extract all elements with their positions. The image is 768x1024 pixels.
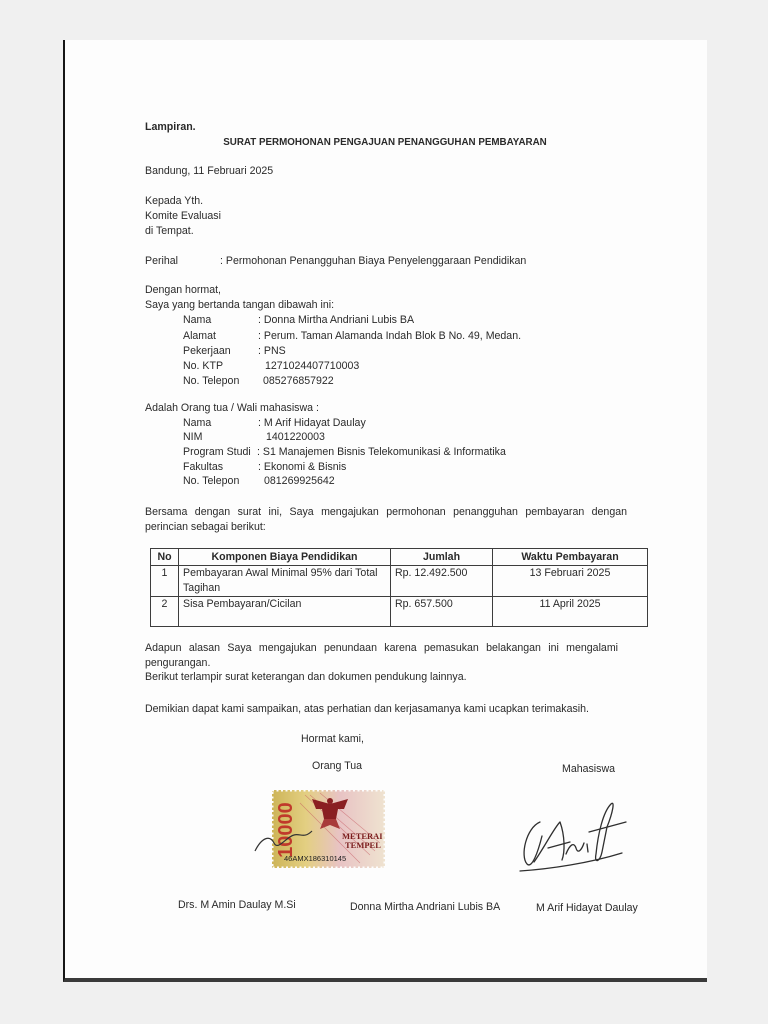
intro-text: Saya yang bertanda tangan dibawah ini: [145,299,335,311]
table-cell-payment-time: 13 Februari 2025 [493,566,648,597]
recipient-line: Kepada Yth. [145,195,204,207]
table-cell-payment-time: 11 April 2025 [493,597,648,627]
parent-field-value: 085276857922 [263,375,334,387]
recipient-line: di Tempat. [145,225,194,237]
parent-field-value: : PNS [258,345,286,357]
reason-paragraph: Adapun alasan Saya mengajukan penundaan karena pemasukan belakangan ini mengalami pengurangan. [145,642,618,669]
place-date: Bandung, 11 Februari 2025 [145,165,274,177]
parent-field-value: : Donna Mirtha Andriani Lubis BA [258,314,415,326]
student-field-label: Program Studi [183,446,251,458]
table-row [151,566,648,597]
greeting: Dengan hormat, [145,284,221,296]
table-cell-no: 2 [151,597,179,627]
stamp-label-line1: METERAI [342,831,383,841]
table-header-row [151,549,648,566]
table-cell-component: Sisa Pembayaran/Cicilan [179,597,391,627]
student-field-value: : S1 Manajemen Bisnis Telekomunikasi & Informatika [257,446,506,458]
student-signature [510,792,640,877]
student-field-label: Fakultas [183,461,224,473]
table-cell-amount: Rp. 657.500 [391,597,493,627]
student-field-value: : Ekonomi & Bisnis [258,461,347,473]
table-cell-amount: Rp. 12.492.500 [391,566,493,597]
closing-text: Demikian dapat kami sampaikan, atas perhatian dan kerjasamanya kami ucapkan terimakasih. [145,703,589,715]
student-role-label: Mahasiswa [562,763,615,775]
regards-text: Hormat kami, [301,733,364,745]
duty-stamp-seal [250,785,390,875]
subject-value: : Permohonan Penangguhan Biaya Penyelenggaraan Pendidikan [220,255,527,267]
parent-field-value: 1271024407710003 [265,360,360,372]
subject-label: Perihal [145,255,178,267]
parent-field-label: No. Telepon [183,375,240,387]
attachment-note: Berikut terlampir surat keterangan dan dokumen pendukung lainnya. [145,671,467,683]
parent-field-value: : Perum. Taman Alamanda Indah Blok B No. 49, Medan. [258,330,522,342]
table-cell-no: 1 [151,566,179,597]
student-name: M Arif Hidayat Daulay [536,902,638,914]
student-field-value: : M Arif Hidayat Daulay [258,417,366,429]
student-field-label: Nama [183,417,212,429]
parent-mother-name: Donna Mirtha Andriani Lubis BA [350,901,501,913]
parent-father-name: Drs. M Amin Daulay M.Si [178,899,296,911]
payment-table [150,548,648,627]
parent-field-label: Nama [183,314,212,326]
stamp-value: 10000 [275,802,297,858]
attachment-label: Lampiran. [145,121,196,133]
student-field-label: No. Telepon [183,475,240,487]
recipient-line: Komite Evaluasi [145,210,221,222]
table-row [151,597,648,627]
request-paragraph: Bersama dengan surat ini, Saya mengajukan permohonan penangguhan pembayaran dengan perincian sebagai berikut: [145,506,627,533]
table-header-component: Komponen Biaya Pendidikan [179,549,391,566]
parent-field-label: No. KTP [183,360,224,372]
table-header-amount: Jumlah [391,549,493,566]
stamp-serial: 46AMX186310145 [284,854,347,863]
table-header-no: No [151,549,179,566]
letter-title: SURAT PERMOHONAN PENGAJUAN PENANGGUHAN PEMBAYARAN [223,137,547,148]
table-header-payment-time: Waktu Pembayaran [493,549,648,566]
parent-role-label: Orang Tua [312,760,363,772]
table-cell-component: Pembayaran Awal Minimal 95% dari Total Tagihan [179,566,391,597]
student-field-value: 1401220003 [266,431,325,443]
student-field-value: 081269925642 [264,475,335,487]
student-field-label: NIM [183,431,203,443]
parent-field-label: Alamat [183,330,216,342]
student-intro-text: Adalah Orang tua / Wali mahasiswa : [145,402,319,414]
stamp-label-line2: TEMPEL [345,840,381,850]
parent-field-label: Pekerjaan [183,345,231,357]
